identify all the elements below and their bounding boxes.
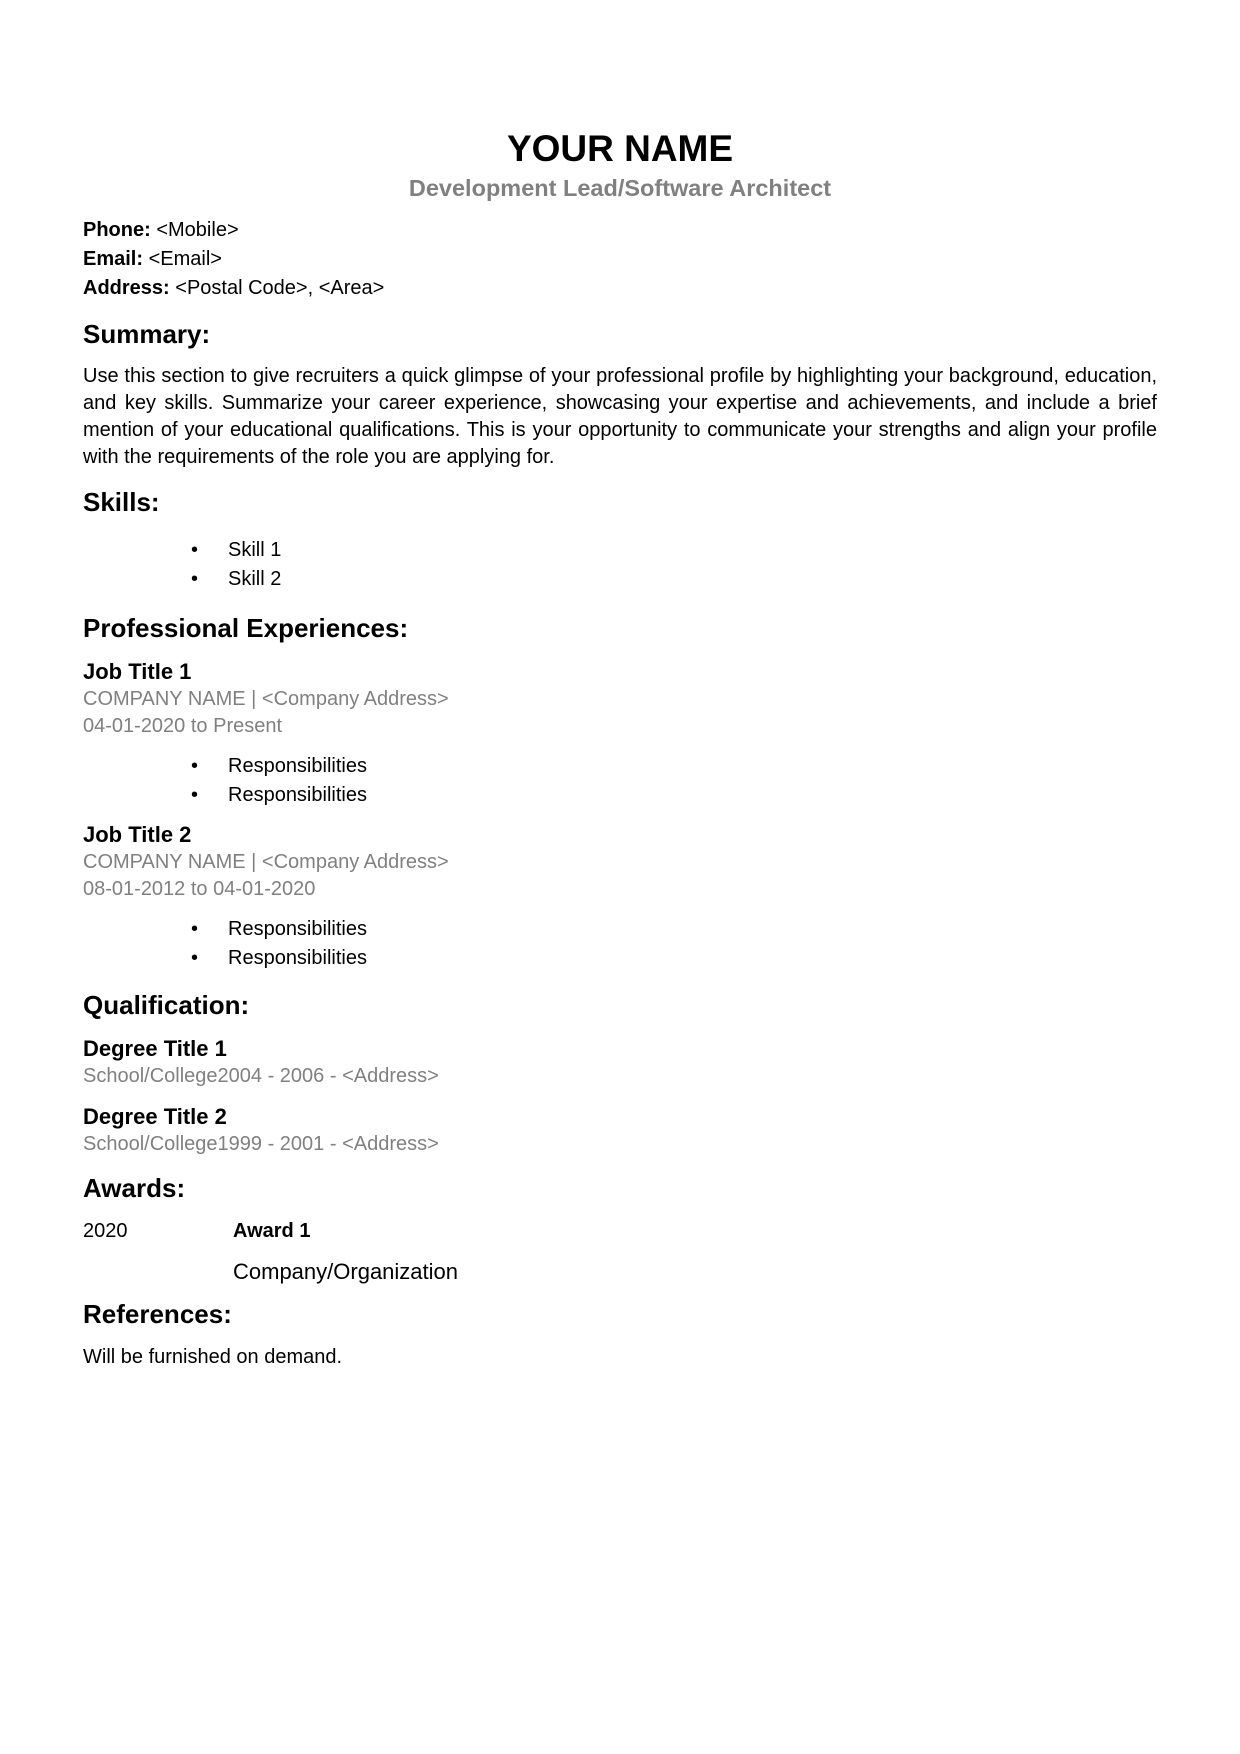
responsibility-item: • Responsibilities — [83, 915, 1157, 944]
responsibility-list — [83, 915, 1157, 973]
job-entry — [83, 820, 1157, 973]
resume-name: YOUR NAME — [506, 128, 734, 169]
address-value: <Postal Code>, <Area> — [175, 277, 385, 299]
references-text: Will be furnished on demand. — [83, 1346, 343, 1368]
skill-item: • Skill 1 — [83, 536, 1157, 565]
degree-detail: School/College2004 - 2006 - <Address> — [83, 1065, 439, 1087]
responsibility-item: • Responsibilities — [83, 781, 1157, 810]
degree-title: Degree Title 1 — [83, 1036, 227, 1061]
experience-heading: Professional Experiences: — [83, 613, 409, 643]
award-row — [83, 1217, 1157, 1246]
job-company: COMPANY NAME | <Company Address> — [83, 851, 449, 873]
degree-entry — [83, 1034, 1157, 1090]
award-year: 2020 — [83, 1220, 128, 1242]
summary-heading: Summary: — [83, 319, 211, 349]
degree-detail: School/College1999 - 2001 - <Address> — [83, 1133, 439, 1155]
summary-text: Use this section to give recruiters a quick glimpse of your professional profile by highlighting your background, education, and key skills. Summarize your career experience, showcasing your expertise and achievements, and include a brief mention of your educational qualifications. This is your opportunity to communicate your strengths and align your profile with the requirements of the role you are applying for. — [83, 365, 1157, 468]
job-dates: 08-01-2012 to 04-01-2020 — [83, 878, 316, 900]
contact-block — [83, 216, 1157, 303]
award-name: Award 1 — [233, 1220, 311, 1242]
phone-label: Phone: — [83, 219, 151, 241]
degree-title: Degree Title 2 — [83, 1104, 227, 1129]
job-title: Job Title 1 — [83, 659, 192, 684]
job-company: COMPANY NAME | <Company Address> — [83, 688, 449, 710]
skill-item: • Skill 2 — [83, 565, 1157, 594]
degree-entry — [83, 1102, 1157, 1158]
email-value: <Email> — [148, 248, 222, 270]
job-entry — [83, 657, 1157, 810]
contact-phone — [83, 216, 1157, 245]
phone-value: <Mobile> — [156, 219, 239, 241]
job-title: Job Title 2 — [83, 822, 192, 847]
contact-address — [83, 274, 1157, 303]
resume-role: Development Lead/Software Architect — [408, 175, 832, 201]
job-dates: 04-01-2020 to Present — [83, 715, 283, 737]
contact-email — [83, 245, 1157, 274]
skills-heading: Skills: — [83, 487, 160, 517]
resume-page — [83, 126, 1157, 1372]
responsibility-item: • Responsibilities — [83, 944, 1157, 973]
references-heading: References: — [83, 1299, 232, 1329]
qualification-heading: Qualification: — [83, 990, 250, 1020]
email-label: Email: — [83, 248, 144, 270]
responsibility-list — [83, 752, 1157, 810]
skills-list — [83, 536, 1157, 594]
award-org: Company/Organization — [233, 1259, 459, 1284]
awards-heading: Awards: — [83, 1173, 186, 1203]
responsibility-item: • Responsibilities — [83, 752, 1157, 781]
address-label: Address: — [83, 277, 170, 299]
